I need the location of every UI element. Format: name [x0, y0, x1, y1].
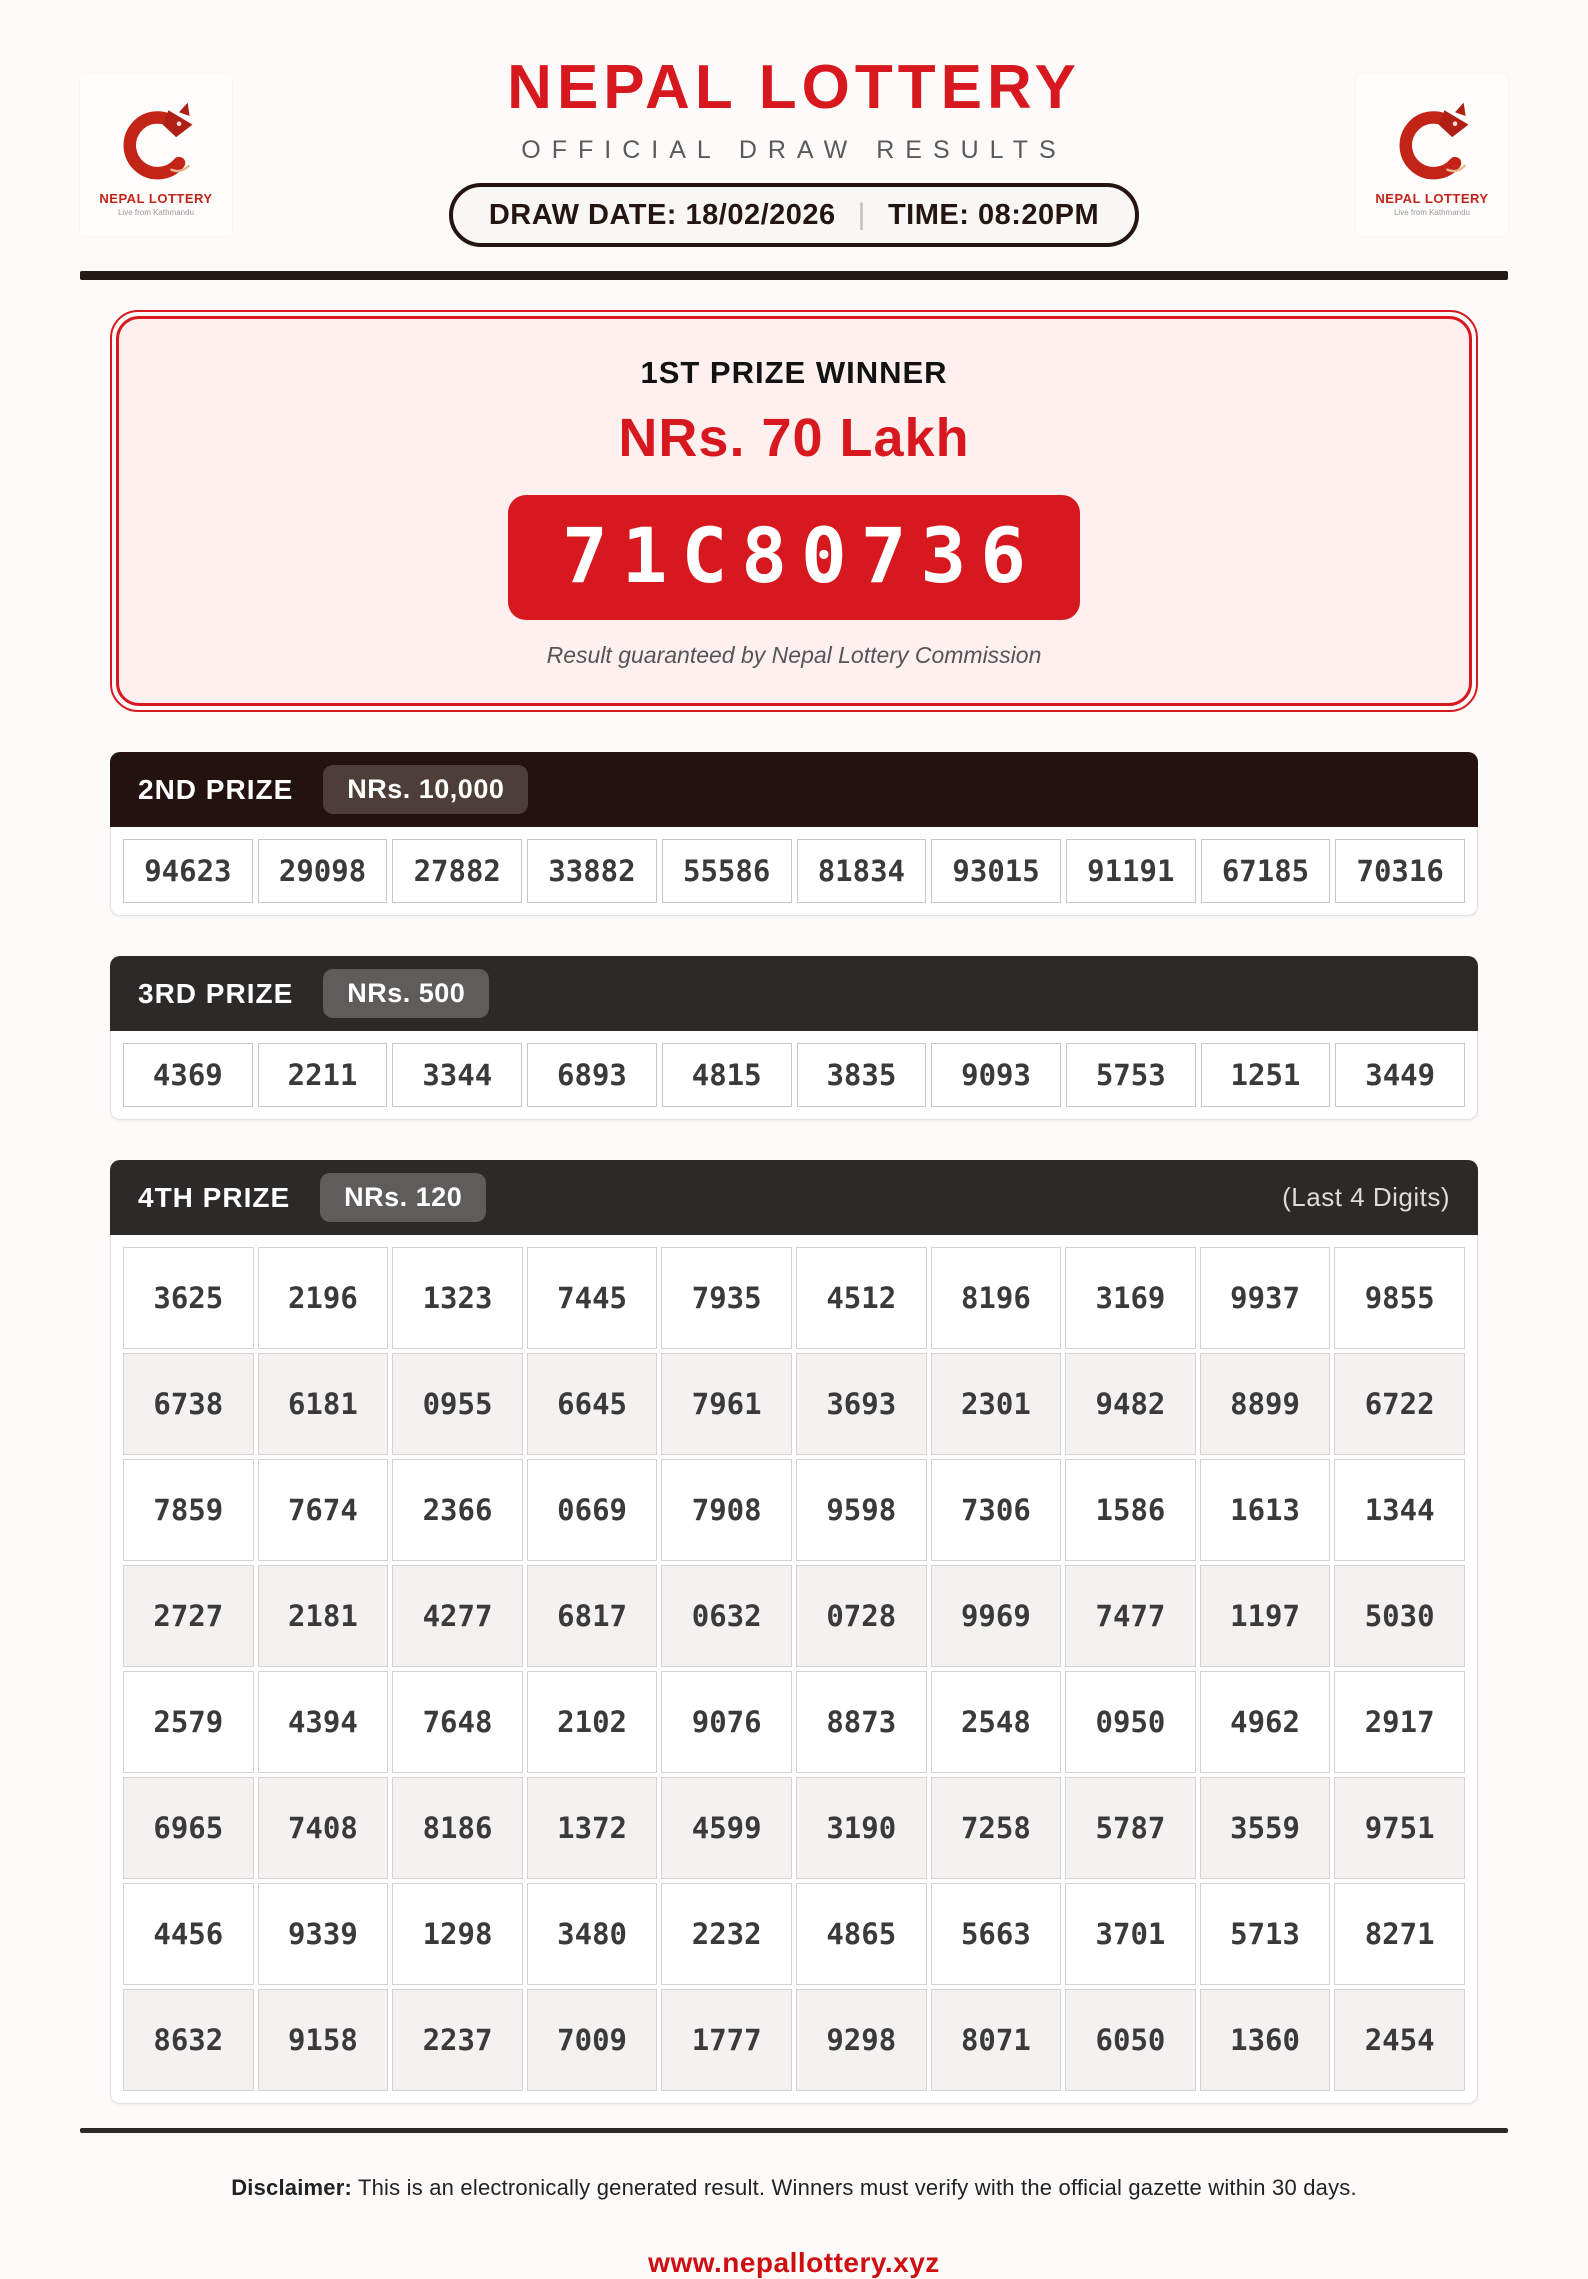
prize-number: 2211: [258, 1043, 388, 1107]
prize-number: 2579: [123, 1671, 254, 1773]
logo-tagline: Live from Kathmandu: [1393, 208, 1471, 217]
prize-number: 7935: [661, 1247, 792, 1349]
prize-number: 6722: [1334, 1353, 1465, 1455]
prize-number: 7306: [931, 1459, 1062, 1561]
prize-number: 8271: [1334, 1883, 1465, 1985]
prize-number: 2102: [527, 1671, 658, 1773]
prize-number: 8196: [931, 1247, 1062, 1349]
prize-number: 1298: [392, 1883, 523, 1985]
prize-number: 4815: [662, 1043, 792, 1107]
prize-number: 3625: [123, 1247, 254, 1349]
prize-number: 5663: [931, 1883, 1062, 1985]
prize-number: 9751: [1334, 1777, 1465, 1879]
third-prize-section: [110, 956, 1478, 1120]
prize-number: 9482: [1065, 1353, 1196, 1455]
prize-number: 7009: [527, 1989, 658, 2091]
prize-number: 3169: [1065, 1247, 1196, 1349]
prize-number: 2301: [931, 1353, 1062, 1455]
prize-number: 9937: [1200, 1247, 1331, 1349]
prize-number: 2454: [1334, 1989, 1465, 2091]
prize-number: 8186: [392, 1777, 523, 1879]
prize-number: 3835: [797, 1043, 927, 1107]
prize-number: 1197: [1200, 1565, 1331, 1667]
prize-number: 5713: [1200, 1883, 1331, 1985]
winning-number-plate: 71C80736: [508, 495, 1080, 620]
prize-number: 4599: [661, 1777, 792, 1879]
prize-number: 1251: [1201, 1043, 1331, 1107]
prize-number: 2366: [392, 1459, 523, 1561]
fourth-prize-amount-badge: NRs. 120: [320, 1173, 486, 1222]
prize-number: 2727: [123, 1565, 254, 1667]
prize-number: 9158: [258, 1989, 389, 2091]
fourth-prize-body: [110, 1235, 1478, 2104]
prize-number: 8899: [1200, 1353, 1331, 1455]
third-prize-label: 3RD PRIZE: [138, 977, 294, 1009]
prize-number: 2196: [258, 1247, 389, 1349]
prize-number: 4394: [258, 1671, 389, 1773]
prize-number: 0728: [796, 1565, 927, 1667]
page-title: NEPAL LOTTERY: [507, 53, 1081, 122]
prize-number: 1613: [1200, 1459, 1331, 1561]
prize-number: 5030: [1334, 1565, 1465, 1667]
prize-number: 8071: [931, 1989, 1062, 2091]
disclaimer: [80, 2175, 1508, 2201]
prize-number: 1372: [527, 1777, 658, 1879]
disclaimer-label: Disclaimer:: [231, 2175, 353, 2201]
prize-number: 3449: [1335, 1043, 1465, 1107]
prize-number: 2181: [258, 1565, 389, 1667]
draw-info-pill: [449, 183, 1139, 247]
dragon-logo-icon: [108, 93, 204, 189]
prize-number: 0669: [527, 1459, 658, 1561]
prize-number: 7674: [258, 1459, 389, 1561]
prize-number: 2232: [661, 1883, 792, 1985]
grid-row: [123, 1565, 1465, 1667]
prize-number: 6738: [123, 1353, 254, 1455]
prize-number: 9339: [258, 1883, 389, 1985]
prize-number: 4512: [796, 1247, 927, 1349]
prize-number: 6181: [258, 1353, 389, 1455]
page-subtitle: OFFICIAL DRAW RESULTS: [521, 136, 1067, 165]
prize-number: 8873: [796, 1671, 927, 1773]
prize-number: 67185: [1201, 839, 1331, 903]
second-prize-body: [110, 827, 1478, 916]
prize-number: 7961: [661, 1353, 792, 1455]
fourth-prize-section: [110, 1160, 1478, 2104]
third-prize-body: [110, 1031, 1478, 1120]
fourth-prize-label: 4TH PRIZE: [138, 1181, 291, 1213]
prize-number: 1586: [1065, 1459, 1196, 1561]
header-center: [232, 46, 1356, 247]
guarantee-text: Result guaranteed by Nepal Lottery Commission: [546, 642, 1042, 669]
prize-number: 4865: [796, 1883, 927, 1985]
prize-number: 6817: [527, 1565, 658, 1667]
header-divider: [80, 271, 1508, 280]
prize-number: 70316: [1335, 839, 1465, 903]
prize-number: 7648: [392, 1671, 523, 1773]
draw-time-label: TIME: 08:20PM: [887, 198, 1100, 231]
fourth-prize-grid: [123, 1247, 1465, 2091]
prize-number: 9855: [1334, 1247, 1465, 1349]
prize-number: 4277: [392, 1565, 523, 1667]
grid-row: [123, 1777, 1465, 1879]
grid-row: [123, 1883, 1465, 1985]
logo-name: NEPAL LOTTERY: [1375, 191, 1489, 206]
prize-number: 81834: [797, 839, 927, 903]
prize-number: 4962: [1200, 1671, 1331, 1773]
prize-number: 2237: [392, 1989, 523, 2091]
prize-number: 33882: [527, 839, 657, 903]
prize-number: 7859: [123, 1459, 254, 1561]
prize-number: 4369: [123, 1043, 253, 1107]
footer-divider: [80, 2128, 1508, 2133]
prize-number: 7445: [527, 1247, 658, 1349]
prize-number: 8632: [123, 1989, 254, 2091]
header: [80, 46, 1508, 247]
prize-number: 3190: [796, 1777, 927, 1879]
third-prize-numbers: [123, 1043, 1465, 1107]
prize-number: 1323: [392, 1247, 523, 1349]
grid-row: [123, 1989, 1465, 2091]
prize-number: 9298: [796, 1989, 927, 2091]
logo-tagline: Live from Kathmandu: [117, 208, 195, 217]
prize-number: 9598: [796, 1459, 927, 1561]
prize-number: 0632: [661, 1565, 792, 1667]
prize-number: 6965: [123, 1777, 254, 1879]
second-prize-header: [110, 752, 1478, 827]
prize-number: 4456: [123, 1883, 254, 1985]
fourth-prize-note: (Last 4 Digits): [1282, 1182, 1450, 1213]
prize-number: 3344: [392, 1043, 522, 1107]
prize-number: 55586: [662, 839, 792, 903]
prize-number: 9969: [931, 1565, 1062, 1667]
prize-number: 1344: [1334, 1459, 1465, 1561]
logo-name: NEPAL LOTTERY: [99, 191, 213, 206]
second-prize-section: [110, 752, 1478, 916]
prize-number: 7908: [661, 1459, 792, 1561]
prize-number: 6050: [1065, 1989, 1196, 2091]
second-prize-numbers: [123, 839, 1465, 903]
grid-row: [123, 1353, 1465, 1455]
prize-number: 2548: [931, 1671, 1062, 1773]
prize-number: 6645: [527, 1353, 658, 1455]
grid-row: [123, 1247, 1465, 1349]
website-link[interactable]: www.nepallottery.xyz: [648, 2247, 940, 2279]
logo-right: [1356, 74, 1508, 236]
prize-number: 94623: [123, 839, 253, 903]
third-prize-amount-badge: NRs. 500: [323, 969, 489, 1018]
prize-number: 5787: [1065, 1777, 1196, 1879]
prize-number: 1360: [1200, 1989, 1331, 2091]
prize-number: 1777: [661, 1989, 792, 2091]
prize-number: 93015: [931, 839, 1061, 903]
logo-left: [80, 74, 232, 236]
third-prize-header: [110, 956, 1478, 1031]
disclaimer-text: This is an electronically generated result. Winners must verify with the official gazette within 30 days.: [352, 2175, 1357, 2201]
grid-row: [123, 1671, 1465, 1773]
second-prize-label: 2ND PRIZE: [138, 773, 294, 805]
prize-number: 9093: [931, 1043, 1061, 1107]
prize-number: 7408: [258, 1777, 389, 1879]
grid-row: [123, 1459, 1465, 1561]
dragon-logo-icon: [1384, 93, 1480, 189]
prize-number: 3693: [796, 1353, 927, 1455]
pill-separator: |: [857, 198, 866, 232]
prize-number: 91191: [1066, 839, 1196, 903]
second-prize-amount-badge: NRs. 10,000: [323, 765, 528, 814]
fourth-prize-header: [110, 1160, 1478, 1235]
prize-number: 9076: [661, 1671, 792, 1773]
prize-number: 3559: [1200, 1777, 1331, 1879]
prize-number: 7477: [1065, 1565, 1196, 1667]
prize-number: 27882: [392, 839, 522, 903]
first-prize-amount: NRs. 70 Lakh: [618, 408, 970, 469]
draw-date-label: DRAW DATE: 18/02/2026: [488, 198, 836, 231]
first-prize-heading: 1ST PRIZE WINNER: [640, 355, 948, 391]
first-prize-inner: [116, 316, 1472, 706]
prize-number: 3480: [527, 1883, 658, 1985]
prize-number: 5753: [1066, 1043, 1196, 1107]
prize-number: 0955: [392, 1353, 523, 1455]
prize-number: 0950: [1065, 1671, 1196, 1773]
prize-number: 2917: [1334, 1671, 1465, 1773]
prize-number: 3701: [1065, 1883, 1196, 1985]
prize-number: 29098: [258, 839, 388, 903]
first-prize-card: [110, 310, 1478, 712]
prize-number: 6893: [527, 1043, 657, 1107]
prize-number: 7258: [931, 1777, 1062, 1879]
